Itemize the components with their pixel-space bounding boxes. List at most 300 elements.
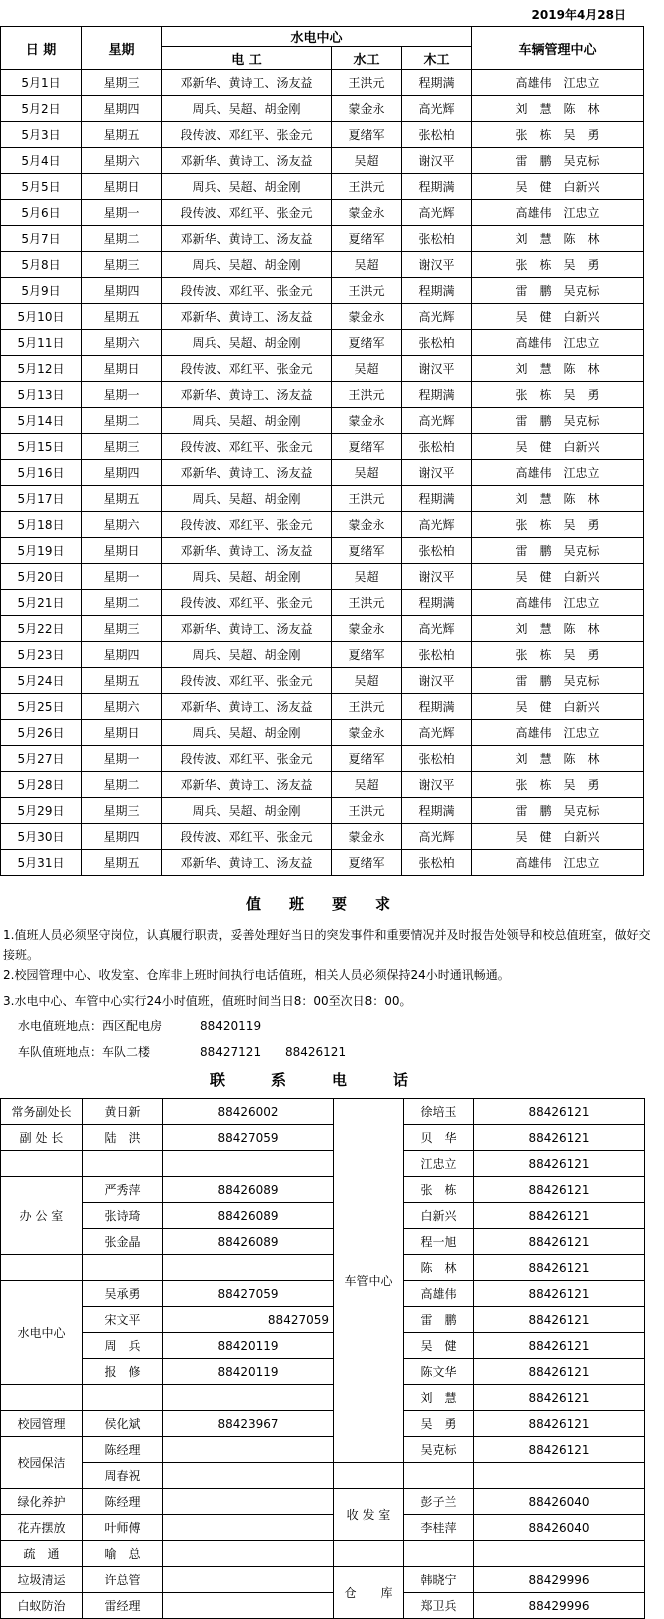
contact-name: 白新兴: [404, 1203, 474, 1229]
row-electricians: 段传波、邓红平、张金元: [162, 824, 332, 850]
row-plumber: 蒙金永: [332, 824, 402, 850]
row-vehicle-staff: [472, 616, 644, 642]
contact-phone: 88420119: [163, 1359, 334, 1385]
row-plumber: 蒙金永: [332, 96, 402, 122]
row-carpenter: 张松柏: [402, 538, 472, 564]
row-plumber: 夏绪军: [332, 330, 402, 356]
row-carpenter: 高光辉: [402, 512, 472, 538]
row-electricians: 周兵、吴超、胡金刚: [162, 330, 332, 356]
row-plumber: 王洪元: [332, 486, 402, 512]
schedule-row: [1, 694, 644, 720]
row-electricians: 周兵、吴超、胡金刚: [162, 486, 332, 512]
row-electricians: 邓新华、黄诗工、汤友益: [162, 772, 332, 798]
row-vehicle-staff: [472, 278, 644, 304]
contact-phone: 88420119: [163, 1333, 334, 1359]
row-carpenter: 张松柏: [402, 434, 472, 460]
row-carpenter: 程期满: [402, 70, 472, 96]
row-weekday: 星期日: [82, 720, 162, 746]
row-electricians: 段传波、邓红平、张金元: [162, 668, 332, 694]
header-electrician: 电 工: [162, 47, 332, 70]
schedule-row: [1, 434, 644, 460]
row-vehicle-staff: [472, 642, 644, 668]
row-electricians: 段传波、邓红平、张金元: [162, 356, 332, 382]
row-date: 5月24日: [1, 668, 82, 694]
row-weekday: 星期一: [82, 200, 162, 226]
row-vehicle-staff: [472, 850, 644, 876]
row-weekday: 星期三: [82, 798, 162, 824]
contact-phone: 88426089: [163, 1177, 334, 1203]
vehicle-staff-1: 高雄伟: [515, 336, 552, 350]
vehicle-staff-2: 江忠立: [563, 726, 600, 740]
schedule-row: [1, 616, 644, 642]
contact-name: 吴承勇: [83, 1281, 163, 1307]
contact-dept-mailroom: 收 发 室: [334, 1489, 404, 1541]
contact-phone: 88426002: [163, 1099, 334, 1125]
contact-name: 江忠立: [404, 1151, 474, 1177]
row-plumber: 吴超: [332, 460, 402, 486]
vehicle-staff-1: 高雄伟: [515, 596, 552, 610]
row-weekday: 星期五: [82, 668, 162, 694]
row-electricians: 周兵、吴超、胡金刚: [162, 252, 332, 278]
row-electricians: 周兵、吴超、胡金刚: [162, 798, 332, 824]
row-carpenter: 高光辉: [402, 824, 472, 850]
row-date: 5月20日: [1, 564, 82, 590]
vehicle-staff-1: 张 栋: [515, 388, 552, 402]
contact-name: 韩晓宁: [404, 1567, 474, 1593]
row-date: 5月17日: [1, 486, 82, 512]
vehicle-staff-1: 吴 健: [515, 310, 552, 324]
vehicle-staff-1: 高雄伟: [515, 856, 552, 870]
row-date: 5月11日: [1, 330, 82, 356]
contact-name: 周春祝: [83, 1463, 163, 1489]
empty-cell: [83, 1151, 163, 1177]
vehicle-staff-1: 吴 健: [515, 570, 552, 584]
row-date: 5月21日: [1, 590, 82, 616]
contact-phone: 88427059: [163, 1307, 334, 1333]
row-carpenter: 程期满: [402, 590, 472, 616]
row-date: 5月5日: [1, 174, 82, 200]
vehicle-staff-1: 高雄伟: [515, 76, 552, 90]
schedule-row: [1, 720, 644, 746]
row-date: 5月1日: [1, 70, 82, 96]
row-plumber: 蒙金永: [332, 720, 402, 746]
vehicle-staff-2: 陈 林: [563, 102, 600, 116]
contact-name: 宋文平: [83, 1307, 163, 1333]
contact-dept: 校园管理: [1, 1411, 83, 1437]
schedule-row: [1, 200, 644, 226]
row-electricians: 周兵、吴超、胡金刚: [162, 408, 332, 434]
empty-cell: [163, 1255, 334, 1281]
schedule-row: [1, 252, 644, 278]
schedule-row: [1, 746, 644, 772]
empty-cell: [83, 1385, 163, 1411]
contact-name: 张 栋: [404, 1177, 474, 1203]
row-carpenter: 谢汉平: [402, 668, 472, 694]
vehicle-staff-2: 江忠立: [563, 76, 600, 90]
contact-name: 吴克标: [404, 1437, 474, 1463]
row-carpenter: 张松柏: [402, 226, 472, 252]
schedule-row: [1, 382, 644, 408]
schedule-row: [1, 226, 644, 252]
schedule-row: [1, 122, 644, 148]
row-vehicle-staff: [472, 200, 644, 226]
empty-cell: [1, 1385, 83, 1411]
vehicle-staff-2: 陈 林: [563, 492, 600, 506]
row-date: 5月13日: [1, 382, 82, 408]
row-weekday: 星期二: [82, 772, 162, 798]
row-carpenter: 程期满: [402, 694, 472, 720]
vehicle-staff-1: 吴 健: [515, 830, 552, 844]
vehicle-staff-2: 陈 林: [563, 622, 600, 636]
contact-phone: 88426121: [474, 1307, 645, 1333]
contact-phone: 88426121: [474, 1151, 645, 1177]
contact-phone: 88426121: [474, 1437, 645, 1463]
row-plumber: 吴超: [332, 564, 402, 590]
row-carpenter: 张松柏: [402, 850, 472, 876]
header-vehicle-center: 车辆管理中心: [472, 27, 644, 70]
row-weekday: 星期日: [82, 356, 162, 382]
row-weekday: 星期六: [82, 694, 162, 720]
empty-cell: [163, 1541, 334, 1567]
row-date: 5月19日: [1, 538, 82, 564]
contact-dept-office: 办 公 室: [1, 1177, 83, 1255]
row-date: 5月27日: [1, 746, 82, 772]
schedule-row: [1, 304, 644, 330]
row-vehicle-staff: [472, 486, 644, 512]
vehicle-staff-2: 白新兴: [563, 700, 600, 714]
row-date: 5月30日: [1, 824, 82, 850]
row-date: 5月3日: [1, 122, 82, 148]
row-vehicle-staff: [472, 226, 644, 252]
row-plumber: 吴超: [332, 772, 402, 798]
row-plumber: 吴超: [332, 148, 402, 174]
row-plumber: 蒙金永: [332, 512, 402, 538]
vehicle-staff-1: 刘 慧: [515, 492, 552, 506]
contact-phone: 88426121: [474, 1203, 645, 1229]
contact-name: 程一旭: [404, 1229, 474, 1255]
contact-dept: 疏 通: [1, 1541, 83, 1567]
vehicle-staff-1: 张 栋: [515, 258, 552, 272]
row-date: 5月2日: [1, 96, 82, 122]
row-carpenter: 张松柏: [402, 122, 472, 148]
row-carpenter: 高光辉: [402, 96, 472, 122]
contact-phone: 88426089: [163, 1203, 334, 1229]
contact-name: 黄日新: [83, 1099, 163, 1125]
empty-cell: [334, 1463, 404, 1489]
empty-cell: [404, 1463, 474, 1489]
contact-name: 雷 鹏: [404, 1307, 474, 1333]
row-weekday: 星期四: [82, 278, 162, 304]
row-date: 5月18日: [1, 512, 82, 538]
contact-phone: 88426121: [474, 1125, 645, 1151]
contact-name: 贝 华: [404, 1125, 474, 1151]
contact-name: 陈经理: [83, 1489, 163, 1515]
row-carpenter: 高光辉: [402, 616, 472, 642]
row-weekday: 星期五: [82, 304, 162, 330]
row-electricians: 邓新华、黄诗工、汤友益: [162, 694, 332, 720]
vehicle-staff-1: 吴 健: [515, 440, 552, 454]
contact-phone: 88426089: [163, 1229, 334, 1255]
row-carpenter: 谢汉平: [402, 356, 472, 382]
vehicle-staff-2: 吴 勇: [563, 258, 600, 272]
requirements-title: 值班要求: [245, 895, 418, 913]
vehicle-staff-2: 江忠立: [563, 466, 600, 480]
row-date: 5月15日: [1, 434, 82, 460]
empty-cell: [334, 1541, 404, 1567]
vehicle-staff-2: 白新兴: [563, 570, 600, 584]
empty-cell: [474, 1463, 645, 1489]
row-electricians: 邓新华、黄诗工、汤友益: [162, 382, 332, 408]
row-electricians: 周兵、吴超、胡金刚: [162, 642, 332, 668]
row-electricians: 邓新华、黄诗工、汤友益: [162, 538, 332, 564]
vehicle-staff-2: 吴克标: [563, 414, 600, 428]
contact-phone: 88426121: [474, 1281, 645, 1307]
row-carpenter: 程期满: [402, 278, 472, 304]
row-plumber: 夏绪军: [332, 850, 402, 876]
row-carpenter: 谢汉平: [402, 148, 472, 174]
vehicle-staff-2: 吴克标: [563, 544, 600, 558]
row-electricians: 邓新华、黄诗工、汤友益: [162, 616, 332, 642]
vehicle-staff-1: 刘 慧: [515, 622, 552, 636]
schedule-row: [1, 590, 644, 616]
row-date: 5月7日: [1, 226, 82, 252]
row-vehicle-staff: [472, 252, 644, 278]
row-vehicle-staff: [472, 174, 644, 200]
vehicle-staff-2: 陈 林: [563, 362, 600, 376]
contact-dept-warehouse: 仓 库: [334, 1567, 404, 1619]
contact-dept: 副 处 长: [1, 1125, 83, 1151]
row-electricians: 周兵、吴超、胡金刚: [162, 174, 332, 200]
contact-name: 张金晶: [83, 1229, 163, 1255]
empty-cell: [474, 1541, 645, 1567]
header-weekday: 星期: [82, 27, 162, 70]
row-plumber: 王洪元: [332, 70, 402, 96]
contact-phone: 88429996: [474, 1567, 645, 1593]
row-date: 5月26日: [1, 720, 82, 746]
row-electricians: 周兵、吴超、胡金刚: [162, 720, 332, 746]
row-carpenter: 高光辉: [402, 720, 472, 746]
contact-phone: 88423967: [163, 1411, 334, 1437]
row-weekday: 星期四: [82, 96, 162, 122]
row-weekday: 星期二: [82, 226, 162, 252]
vehicle-staff-2: 陈 林: [563, 232, 600, 246]
schedule-row: [1, 564, 644, 590]
row-plumber: 蒙金永: [332, 304, 402, 330]
vehicle-location-phone-2: 88426121: [285, 1045, 347, 1059]
row-carpenter: 谢汉平: [402, 252, 472, 278]
contact-phone: 88426121: [474, 1333, 645, 1359]
contact-name: 侯化斌: [83, 1411, 163, 1437]
row-carpenter: 张松柏: [402, 642, 472, 668]
vehicle-staff-2: 白新兴: [563, 440, 600, 454]
row-vehicle-staff: [472, 512, 644, 538]
contact-dept-utility: 水电中心: [1, 1281, 83, 1385]
row-vehicle-staff: [472, 434, 644, 460]
row-carpenter: 高光辉: [402, 408, 472, 434]
row-vehicle-staff: [472, 824, 644, 850]
row-plumber: 夏绪军: [332, 226, 402, 252]
vehicle-staff-1: 张 栋: [515, 518, 552, 532]
schedule-row: [1, 70, 644, 96]
row-plumber: 王洪元: [332, 798, 402, 824]
requirement-2: 2.校园管理中心、收发室、仓库非上班时间执行电话值班，相关人员必须保持24小时通讯畅通。: [3, 968, 510, 982]
row-date: 5月12日: [1, 356, 82, 382]
row-weekday: 星期五: [82, 122, 162, 148]
contact-phone: 88426121: [474, 1177, 645, 1203]
vehicle-staff-1: 张 栋: [515, 128, 552, 142]
vehicle-staff-2: 吴克标: [563, 284, 600, 298]
row-date: 5月8日: [1, 252, 82, 278]
vehicle-staff-1: 吴 健: [515, 180, 552, 194]
vehicle-staff-2: 陈 林: [563, 752, 600, 766]
vehicle-staff-1: 刘 慧: [515, 102, 552, 116]
row-date: 5月10日: [1, 304, 82, 330]
schedule-row: [1, 512, 644, 538]
vehicle-staff-1: 刘 慧: [515, 362, 552, 376]
row-carpenter: 程期满: [402, 174, 472, 200]
vehicle-staff-2: 白新兴: [563, 180, 600, 194]
contact-name: 严秀萍: [83, 1177, 163, 1203]
row-carpenter: 谢汉平: [402, 772, 472, 798]
vehicle-staff-2: 江忠立: [563, 856, 600, 870]
contacts-title: 联系电话: [209, 1071, 454, 1089]
contact-phone: 88427059: [163, 1281, 334, 1307]
row-plumber: 夏绪军: [332, 642, 402, 668]
row-weekday: 星期一: [82, 382, 162, 408]
contact-dept: 白蚁防治: [1, 1593, 83, 1619]
schedule-row: [1, 148, 644, 174]
row-vehicle-staff: [472, 382, 644, 408]
contact-phone: 88426121: [474, 1229, 645, 1255]
row-electricians: 邓新华、黄诗工、汤友益: [162, 460, 332, 486]
row-electricians: 段传波、邓红平、张金元: [162, 746, 332, 772]
header-date: 日 期: [1, 27, 82, 70]
empty-cell: [83, 1255, 163, 1281]
empty-cell: [163, 1385, 334, 1411]
vehicle-staff-1: 雷 鹏: [515, 284, 552, 298]
row-vehicle-staff: [472, 772, 644, 798]
schedule-row: [1, 330, 644, 356]
contact-name: 陈经理: [83, 1437, 163, 1463]
empty-cell: [163, 1489, 334, 1515]
row-plumber: 王洪元: [332, 278, 402, 304]
row-carpenter: 程期满: [402, 382, 472, 408]
contact-name: 郑卫兵: [404, 1593, 474, 1619]
row-electricians: 邓新华、黄诗工、汤友益: [162, 70, 332, 96]
schedule-row: [1, 798, 644, 824]
row-electricians: 邓新华、黄诗工、汤友益: [162, 226, 332, 252]
schedule-row: [1, 174, 644, 200]
contact-phone: 88426121: [474, 1099, 645, 1125]
row-weekday: 星期四: [82, 460, 162, 486]
row-carpenter: 程期满: [402, 486, 472, 512]
empty-cell: [163, 1463, 334, 1489]
vehicle-staff-2: 江忠立: [563, 336, 600, 350]
row-weekday: 星期二: [82, 408, 162, 434]
schedule-row: [1, 486, 644, 512]
row-electricians: 段传波、邓红平、张金元: [162, 512, 332, 538]
contact-dept: 校园保洁: [1, 1437, 83, 1489]
contact-name: 陈 林: [404, 1255, 474, 1281]
vehicle-staff-1: 雷 鹏: [515, 804, 552, 818]
empty-cell: [163, 1567, 334, 1593]
row-weekday: 星期三: [82, 70, 162, 96]
contact-name: 许总管: [83, 1567, 163, 1593]
empty-cell: [163, 1515, 334, 1541]
schedule-row: [1, 850, 644, 876]
contact-name: 吴 健: [404, 1333, 474, 1359]
row-date: 5月31日: [1, 850, 82, 876]
row-weekday: 星期六: [82, 330, 162, 356]
row-electricians: 周兵、吴超、胡金刚: [162, 96, 332, 122]
contact-dept: 绿化养护: [1, 1489, 83, 1515]
utility-location-phone: 88420119: [200, 1019, 262, 1033]
row-vehicle-staff: [472, 694, 644, 720]
row-date: 5月23日: [1, 642, 82, 668]
row-date: 5月4日: [1, 148, 82, 174]
row-plumber: 吴超: [332, 356, 402, 382]
vehicle-staff-1: 高雄伟: [515, 206, 552, 220]
row-electricians: 段传波、邓红平、张金元: [162, 200, 332, 226]
row-weekday: 星期五: [82, 850, 162, 876]
row-vehicle-staff: [472, 330, 644, 356]
row-weekday: 星期三: [82, 616, 162, 642]
schedule-row: [1, 824, 644, 850]
vehicle-staff-2: 吴克标: [563, 154, 600, 168]
contact-name: 吴 勇: [404, 1411, 474, 1437]
row-plumber: 蒙金永: [332, 616, 402, 642]
vehicle-staff-2: 吴克标: [563, 804, 600, 818]
empty-cell: [163, 1593, 334, 1619]
row-carpenter: 程期满: [402, 798, 472, 824]
vehicle-staff-1: 刘 慧: [515, 232, 552, 246]
vehicle-staff-2: 吴 勇: [563, 518, 600, 532]
row-date: 5月28日: [1, 772, 82, 798]
vehicle-staff-2: 吴 勇: [563, 388, 600, 402]
row-vehicle-staff: [472, 746, 644, 772]
contact-dept: 花卉摆放: [1, 1515, 83, 1541]
row-weekday: 星期一: [82, 746, 162, 772]
row-vehicle-staff: [472, 538, 644, 564]
schedule-row: [1, 96, 644, 122]
row-plumber: 蒙金永: [332, 408, 402, 434]
row-plumber: 王洪元: [332, 694, 402, 720]
schedule-row: [1, 642, 644, 668]
row-weekday: 星期二: [82, 590, 162, 616]
contact-name: 陈文华: [404, 1359, 474, 1385]
row-weekday: 星期日: [82, 538, 162, 564]
vehicle-duty-location: [18, 1043, 346, 1060]
row-weekday: 星期六: [82, 148, 162, 174]
row-vehicle-staff: [472, 590, 644, 616]
schedule-row: [1, 408, 644, 434]
empty-cell: [163, 1437, 334, 1463]
empty-cell: [1, 1151, 83, 1177]
contact-name: 张诗琦: [83, 1203, 163, 1229]
row-weekday: 星期四: [82, 642, 162, 668]
schedule-row: [1, 460, 644, 486]
contact-name: 徐培玉: [404, 1099, 474, 1125]
row-weekday: 星期三: [82, 434, 162, 460]
vehicle-staff-2: 吴 勇: [563, 778, 600, 792]
row-plumber: 夏绪军: [332, 122, 402, 148]
row-date: 5月25日: [1, 694, 82, 720]
row-date: 5月16日: [1, 460, 82, 486]
row-date: 5月6日: [1, 200, 82, 226]
vehicle-staff-1: 雷 鹏: [515, 154, 552, 168]
contact-name: 周 兵: [83, 1333, 163, 1359]
vehicle-staff-1: 张 栋: [515, 648, 552, 662]
